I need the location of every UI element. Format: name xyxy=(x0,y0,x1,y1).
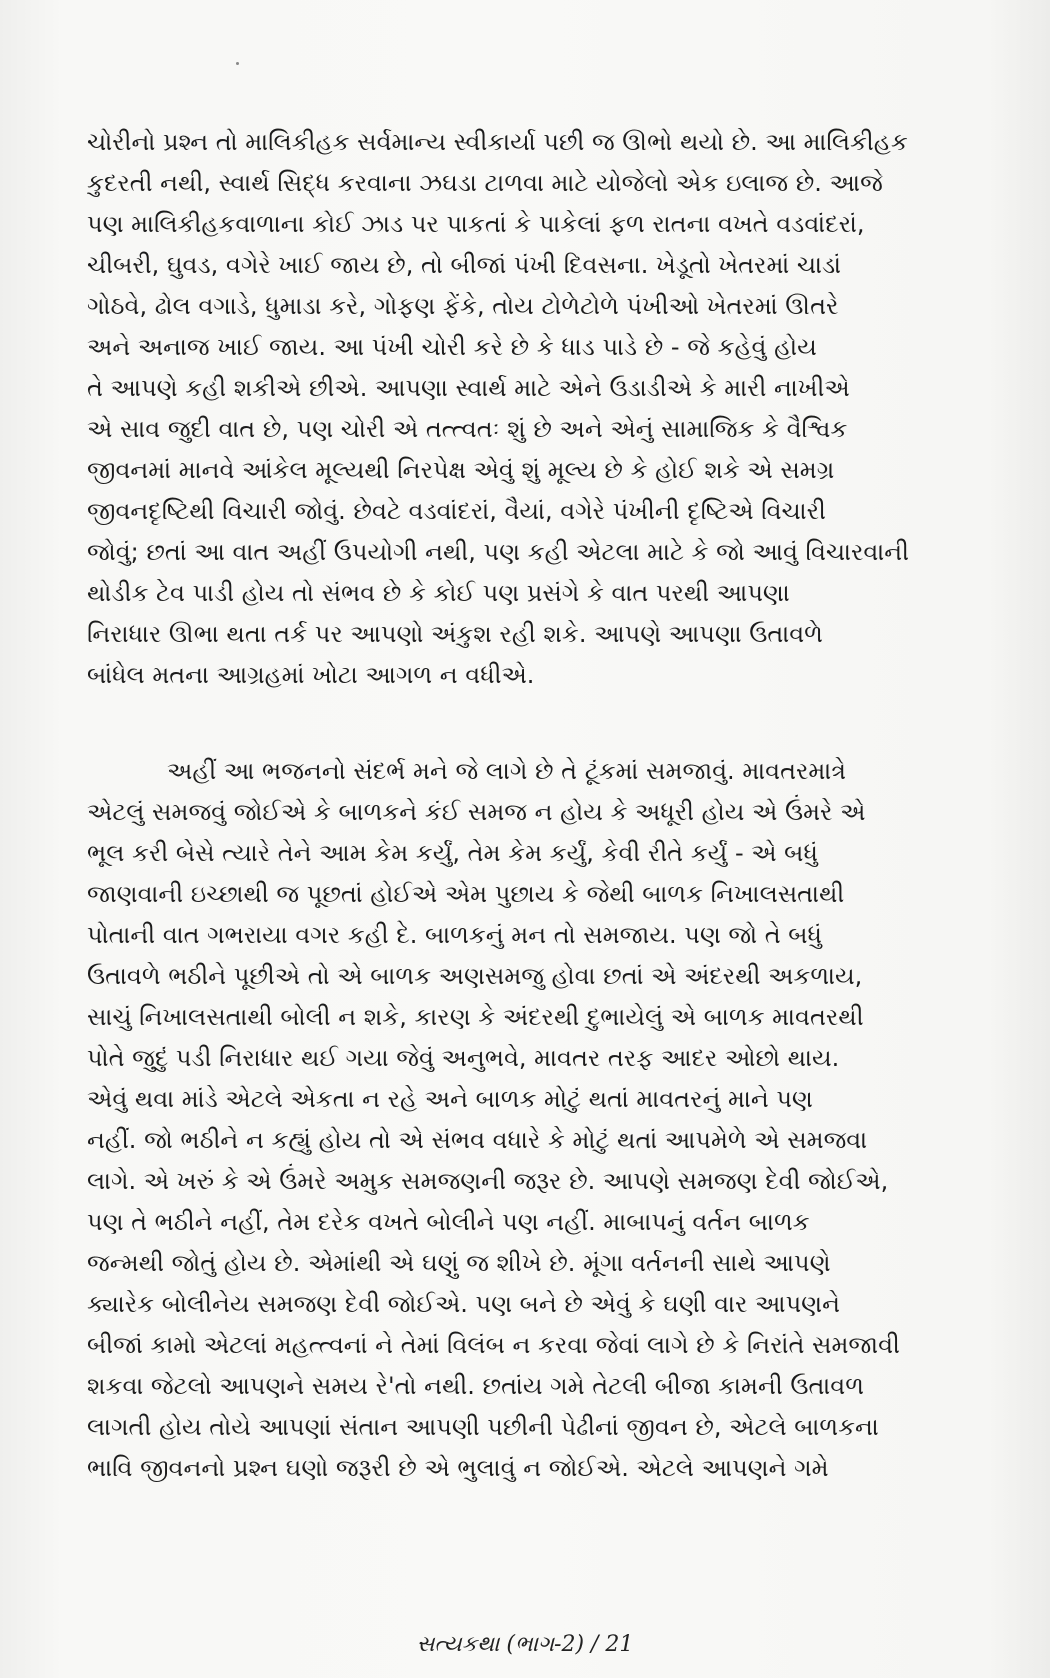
paragraph-2 xyxy=(87,751,917,1489)
scan-speck xyxy=(236,62,239,65)
text-line: સાચું નિખાલસતાથી બોલી ન શકે, કારણ કે અંદરથી દુભાયેલું એ બાળક માવતરથી xyxy=(87,1003,864,1031)
text-line: જાણવાની ઇચ્છાથી જ પૂછતાં હોઈએ એમ પુછાય કે જેથી બાળક નિખાલસતાથી xyxy=(87,880,845,908)
text-line: અને અનાજ ખાઈ જાય. આ પંખી ચોરી કરે છે કે ધાડ પાડે છે - જે કહેવું હોય xyxy=(87,333,817,361)
text-line: જન્મથી જોતું હોય છે. એમાંથી એ ઘણું જ શીખે છે. મૂંગા વર્તનની સાથે આપણે xyxy=(87,1249,831,1277)
text-line: લાગતી હોય તોયે આપણાં સંતાન આપણી પછીની પેઢીનાં જીવન છે, એટલે બાળકના xyxy=(87,1413,879,1441)
text-line: નહીં. જો ભઠીને ન કહ્યું હોય તો એ સંભવ વધારે કે મોટું થતાં આપમેળે એ સમજવા xyxy=(87,1126,868,1154)
text-line: એ સાવ જુદી વાત છે, પણ ચોરી એ તત્ત્વતઃ શું છે અને એનું સામાજિક કે વૈશ્વિક xyxy=(87,415,848,443)
text-line: જીવનદૃષ્ટિથી વિચારી જોવું. છેવટે વડવાંદરાં, વૈયાં, વગેરે પંખીની દૃષ્ટિએ વિચારી xyxy=(87,497,826,525)
text-line: ગોઠવે, ઢોલ વગાડે, ધુમાડા કરે, ગોફણ ફેંકે, તોય ટોળેટોળે પંખીઓ ખેતરમાં ઊતરે xyxy=(87,292,839,320)
text-line: ક્યારેક બોલીનેય સમજણ દેવી જોઈએ. પણ બને છે એવું કે ઘણી વાર આપણને xyxy=(87,1290,840,1318)
text-line: ચીબરી, ઘુવડ, વગેરે ખાઈ જાય છે, તો બીજાં પંખી દિવસના. ખેડૂતો ખેતરમાં ચાડાં xyxy=(87,251,842,279)
text-line: ચોરીનો પ્રશ્ન તો માલિકીહક સર્વમાન્ય સ્વીકાર્યા પછી જ ઊભો થયો છે. આ માલિકીહક xyxy=(87,128,908,156)
text-line: પણ માલિકીહકવાળાના કોઈ ઝાડ પર પાકતાં કે પાકેલાં ફળ રાતના વખતે વડવાંદરાં, xyxy=(87,210,865,238)
paragraph-1 xyxy=(87,122,917,696)
text-line: પોતાની વાત ગભરાયા વગર કહી દે. બાળકનું મન તો સમજાય. પણ જો તે બધું xyxy=(87,921,822,949)
text-line: એટલું સમજવું જોઈએ કે બાળકને કંઈ સમજ ન હોય કે અધૂરી હોય એ ઉંમરે એ xyxy=(87,798,866,826)
text-line: ભાવિ જીવનનો પ્રશ્ન ઘણો જરૂરી છે એ ભુલાવું ન જોઈએ. એટલે આપણને ગમે xyxy=(87,1454,829,1482)
text-line: ઉતાવળે ભઠીને પૂછીએ તો એ બાળક અણસમજુ હોવા છતાં એ અંદરથી અકળાય, xyxy=(87,962,863,990)
text-line: તે આપણે કહી શકીએ છીએ. આપણા સ્વાર્થ માટે એને ઉડાડીએ કે મારી નાખીએ xyxy=(87,374,850,402)
text-line: થોડીક ટેવ પાડી હોય તો સંભવ છે કે કોઈ પણ પ્રસંગે કે વાત પરથી આપણા xyxy=(87,579,790,607)
text-line: બીજાં કામો એટલાં મહત્ત્વનાં ને તેમાં વિલંબ ન કરવા જેવાં લાગે છે કે નિરાંતે સમજાવી xyxy=(87,1331,900,1359)
text-line: જીવનમાં માનવે આંકેલ મૂલ્યથી નિરપેક્ષ એવું શું મૂલ્ય છે કે હોઈ શકે એ સમગ્ર xyxy=(87,456,835,484)
text-line: પોતે જુદું પડી નિરાધાર થઈ ગયા જેવું અનુભવે, માવતર તરફ આદર ઓછો થાય. xyxy=(87,1044,840,1072)
page-footer: સત્યકથા (ભાગ-2) / 21 xyxy=(416,1632,634,1657)
text-line: ભૂલ કરી બેસે ત્યારે તેને આમ કેમ કર્યું, તેમ કેમ કર્યું, કેવી રીતે કર્યું - એ બધું xyxy=(87,839,818,867)
text-line: એવું થવા માંડે એટલે એકતા ન રહે અને બાળક મોટું થતાં માવતરનું માને પણ xyxy=(87,1085,813,1113)
text-line: જોવું; છતાં આ વાત અહીં ઉપયોગી નથી, પણ કહી એટલા માટે કે જો આવું વિચારવાની xyxy=(87,538,909,566)
text-line: નિરાધાર ઊભા થતા તર્ક પર આપણો અંકુશ રહી શકે. આપણે આપણા ઉતાવળે xyxy=(87,620,823,648)
text-line: પણ તે ભઠીને નહીં, તેમ દરેક વખતે બોલીને પણ નહીં. માબાપનું વર્તન બાળક xyxy=(87,1208,810,1236)
text-line: શકવા જેટલો આપણને સમય રે'તો નથી. છતાંય ગમે તેટલી બીજા કામની ઉતાવળ xyxy=(87,1372,864,1400)
text-line: લાગે. એ ખરું કે એ ઉંમરે અમુક સમજણની જરૂર છે. આપણે સમજણ દેવી જોઈએ, xyxy=(87,1167,889,1195)
text-line: કુદરતી નથી, સ્વાર્થ સિદ્ધ કરવાના ઝઘડા ટાળવા માટે યોજેલો એક ઇલાજ છે. આજે xyxy=(87,169,883,197)
text-line: અહીં આ ભજનનો સંદર્ભ મને જે લાગે છે તે ટૂંકમાં સમજાવું. માવતરમાત્રે xyxy=(167,757,846,785)
text-line: બાંધેલ મતના આગ્રહમાં ખોટા આગળ ન વધીએ. xyxy=(87,661,535,689)
